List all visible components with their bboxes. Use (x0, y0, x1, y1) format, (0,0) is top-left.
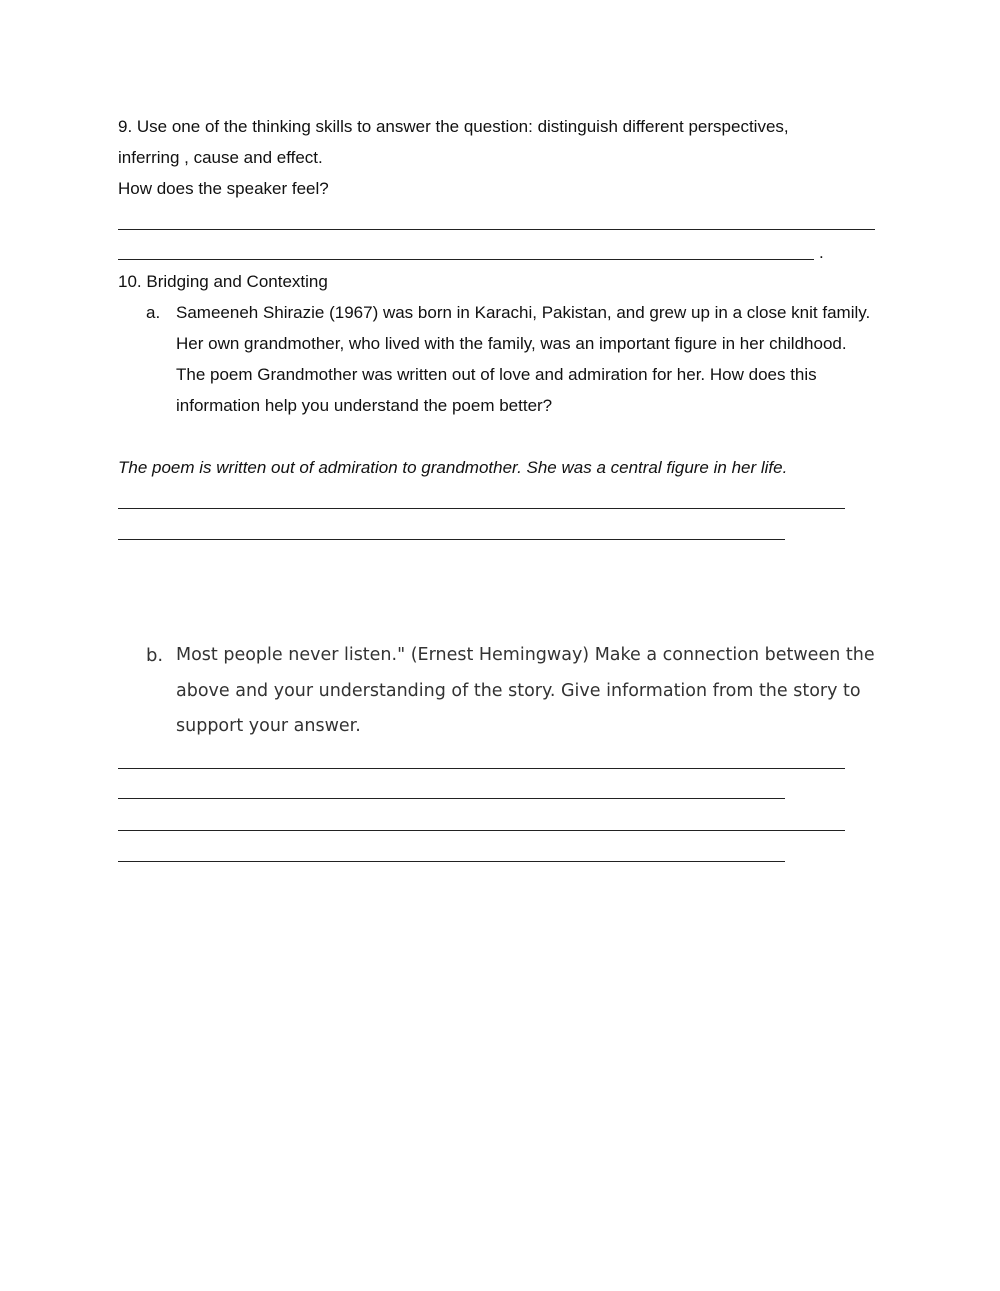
q10a-answer: The poem is written out of admiration to grandmother. She was a central figure in her life. (118, 458, 788, 477)
q10b-answer-line-4[interactable] (118, 861, 785, 862)
q10b-answer-line-1[interactable] (118, 768, 845, 769)
q10b-answer-line-2[interactable] (118, 798, 785, 799)
q9-question: How does the speaker feel? (118, 179, 329, 198)
q10b-marker: b. (146, 645, 164, 666)
q10a-marker: a. (146, 303, 161, 322)
q9-answer-line-2[interactable] (118, 259, 814, 260)
q10b-answer-line-3[interactable] (118, 830, 845, 831)
q10b-text: Most people never listen." (Ernest Hemingway) Make a connection between the above and your understanding of the story. Give information from the story to support your answer. (176, 645, 875, 736)
q9-trailing-period: . (819, 243, 824, 262)
q9-prompt-line-1: 9. Use one of the thinking skills to answer the question: distinguish different perspectives, (118, 117, 789, 136)
q9-prompt-line-2: inferring , cause and effect. (118, 148, 323, 167)
q10a-answer-line-2[interactable] (118, 539, 785, 540)
q10-heading: 10. Bridging and Contexting (118, 272, 328, 291)
q10a-text: Sameeneh Shirazie (1967) was born in Karachi, Pakistan, and grew up in a close knit family. Her own grandmother, who lived with the family, was an important figure in her childhood. The poem Grandmother was written out of love and admiration for her. How does this information help you understand the poem better? (176, 303, 871, 415)
q10a-answer-line-1[interactable] (118, 508, 845, 509)
q9-answer-line-1[interactable] (118, 229, 875, 230)
